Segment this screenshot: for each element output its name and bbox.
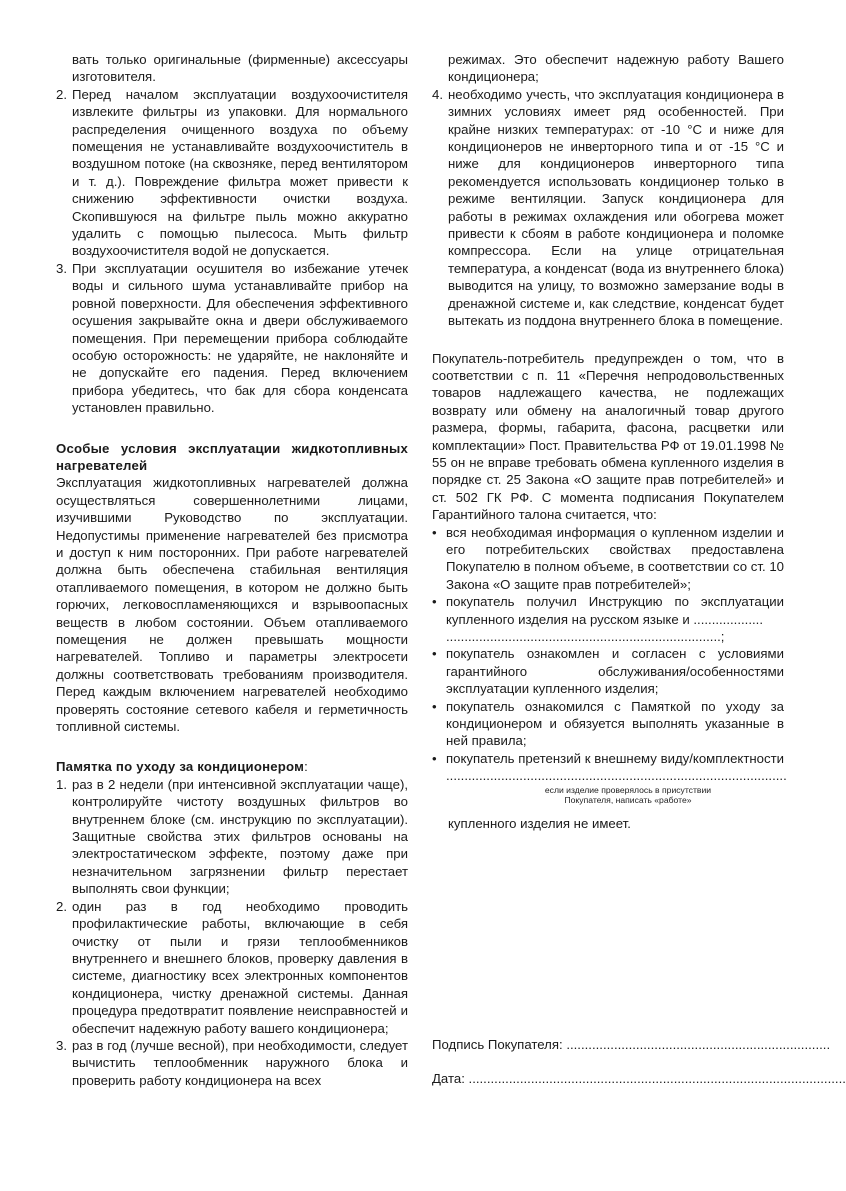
care-item-2	[56, 898, 408, 1037]
bullet-text: покупатель получил Инструкцию по эксплуатации купленного изделия на русском языке и ...................	[446, 594, 784, 627]
list-item-continuation: вать только оригинальные (фирменные) аксессуары изготовителя.	[72, 52, 408, 85]
care-item-3	[56, 1037, 408, 1089]
bullet-item-1	[432, 524, 784, 594]
bullet-icon: •	[432, 698, 437, 714]
bullet-text: вся необходимая информация о купленном изделии и его потребительских свойствах предоставлена Покупателю в полном объеме, в соответствии со ст. 10 Закона «О защите прав потребителей»;	[446, 524, 784, 592]
section-heading-care	[56, 758, 408, 775]
bullet-icon: •	[432, 524, 437, 540]
care-item-1	[56, 776, 408, 898]
list-text: При эксплуатации осушителя во избежание утечек воды и сильного шума устанавливайте прибор на ровной поверхности. Для обеспечения эффективного осушения закрывайте окна и двери обслуживаемого помещения. При перемещении прибора соблюдайте особую осторожность: не ударяйте, не наклоняйте и не допускайте его падения. Перед включением прибора убедитесь, что бак для сбора конденсата установлен правильно.	[72, 260, 408, 416]
heading-text: Памятка по уходу за кондиционером	[56, 759, 305, 775]
list-text: раз в год (лучше весной), при необходимости, следует вычистить теплообменник наружного блока и проверить работу кондиционера на всех	[72, 1037, 408, 1088]
list-number: 2.	[56, 898, 67, 914]
list-text: раз в 2 недели (при интенсивной эксплуатации чаще), контролируйте чистоту воздушных фильтров во внутреннем блоке (см. инструкцию по эксплуатации). Защитные свойства этих фильтров основаны на электростатическом эффекте, поэтому даже при незначительном загрязнении фильтр перестает выполнять свои функции;	[72, 776, 408, 897]
list-number: 4.	[432, 86, 443, 102]
list-item-continuation: режимах. Это обеспечит надежную работу Вашего кондиционера;	[448, 52, 784, 85]
list-number: 3.	[56, 260, 67, 276]
bullet-item-3	[432, 645, 784, 697]
list-number: 1.	[56, 776, 67, 792]
heading-colon: :	[304, 759, 308, 775]
bullet-dotted-line: ...........................................................................;	[446, 629, 725, 644]
bullet-item-2	[432, 593, 784, 645]
date-line: Дата: .......................................................................................................	[432, 1071, 846, 1086]
signature-line: Подпись Покупателя: ........................................................................	[432, 1037, 831, 1052]
bullet-icon: •	[432, 750, 437, 766]
footnote-small	[432, 785, 784, 806]
bullet-text: покупатель ознакомлен и согласен с условиями гарантийного обслуживания/особенностями эксплуатации купленного изделия;	[446, 646, 784, 697]
no-claims-text: купленного изделия не имеет.	[448, 815, 631, 831]
bullet-item-5	[432, 750, 787, 785]
bullet-icon: •	[432, 594, 437, 610]
paragraph-heaters: Эксплуатация жидкотопливных нагревателей должна осуществляться совершеннолетними лицами, изучившими Руководство по эксплуатации. Недопустимы применение нагревателей без присмотра и доступ к ним посторонних. При работе нагревателей должна быть обеспечена стабильная вентиляция отапливаемого помещения, в котором не должно быть горючих, легковоспламеняющихся и взрывоопасных веществ в любом состоянии. Объем отапливаемого помещения не должен превышать мощности нагревателей. Топливо и параметры электросети должны соответствовать требованиям производителя. Перед каждым включением нагревателей необходимо проверять состояние сетевого кабеля и герметичность топливной системы.	[56, 475, 408, 735]
list-item-3	[56, 260, 408, 417]
right-column	[432, 51, 787, 832]
care-item-4	[432, 86, 784, 330]
list-number: 2.	[56, 86, 67, 102]
footnote-line-2: Покупателя, написать «работе»	[564, 795, 692, 806]
list-text: Перед началом эксплуатации воздухоочистителя извлеките фильтры из упаковки. Для нормального распределения очищенного воздуха по объему помещения не устанавливайте воздухоочиститель в воздушном потоке (на сквозняке, перед вентилятором и т. д.). Повреждение фильтра может привести к снижению эффективности очистки воздуха. Скопившуюся на фильтре пыль можно аккуратно удалить с помощью пылесоса. Мыть фильтр воздухоочистителя водой не допускается.	[72, 86, 408, 259]
bullet-icon: •	[432, 646, 437, 662]
bullet-text: покупатель ознакомился с Памяткой по уходу за кондиционером и обязуется выполнять указанные в ней правила;	[446, 698, 784, 749]
bullet-item-4	[432, 698, 784, 750]
list-text: один раз в год необходимо проводить профилактические работы, включающие в себя очистку от пыли и грязи теплообменников внутреннего и внешнего блоков, проверку давления в системе, диагностику всех электронных компонентов кондиционера, чистку дренажной системы. Данная процедура предотвратит появление неисправностей и обеспечит надежную работу вашего кондиционера;	[72, 898, 408, 1036]
left-column	[56, 51, 408, 1089]
bullet-text: покупатель претензий к внешнему виду/комплектности .............................................................................................	[446, 750, 787, 784]
consumer-paragraph: Покупатель-потребитель предупрежден о том, что в соответствии с п. 11 «Перечня непродовольственных товаров надлежащего качества, не подлежащих возврату или обмену на аналогичный товар другого размера, формы, габарита, фасона, расцветки или комплектации» Пост. Правительства РФ от 19.01.1998 № 55 он не вправе требовать обмена купленного изделия в порядке ст. 25 Закона «О защите прав потребителей» и ст. 502 ГК РФ. С момента подписания Покупателем Гарантийного талона считается, что:	[432, 350, 784, 523]
list-text: необходимо учесть, что эксплуатация кондиционера в зимних условиях имеет ряд особенностей. При крайне низких температурах: от -10 °С и ниже для кондиционеров не инверторного типа и от -15 °С и ниже для кондиционеров инверторного типа рекомендуется использовать кондиционер только в режиме вентиляции. Запуск кондиционера для работы в режимах охлаждения или обогрева может привести к сбоям в работе кондиционера и поломке компрессора. Если на улице отрицательная температура, а конденсат (вода из внутреннего блока) выводится на улицу, то возможно замерзание воды в дренажной системе и, как следствие, конденсат будет вытекать из поддона внутреннего блока в помещение.	[448, 86, 784, 329]
section-heading-heaters: Особые условия эксплуатации жидкотопливных нагревателей	[56, 440, 408, 473]
footnote-line-1: если изделие проверялось в присутствии	[544, 784, 712, 795]
list-item-2	[56, 86, 408, 260]
list-number: 3.	[56, 1037, 67, 1053]
